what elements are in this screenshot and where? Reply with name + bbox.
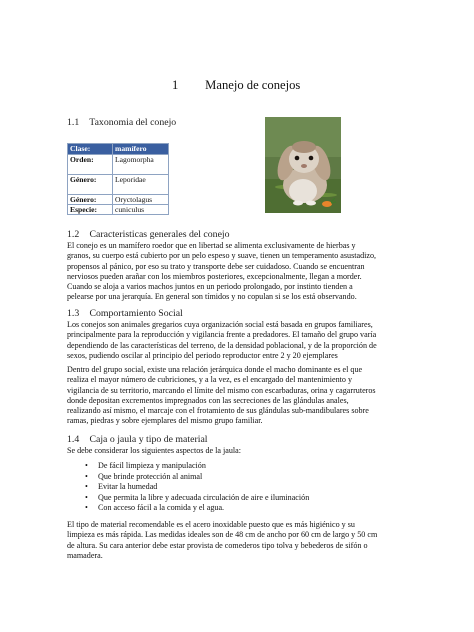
table-row bbox=[68, 195, 169, 205]
table-cell: Orden: bbox=[68, 155, 113, 175]
social-paragraph-1 bbox=[67, 320, 408, 361]
text-line: propensos al pánico, por eso su trato y transporte debe ser cuidadoso. Cuando se encuentran bbox=[67, 261, 365, 271]
text-line: Cuando se aloja a varios machos juntos en un periodo prolongado, por instinto tienden a bbox=[67, 282, 353, 292]
text-line: El conejo es un mamífero roedor que en libertad se alimenta exclusivamente de hierbas y bbox=[67, 241, 356, 250]
table-cell: Especie: bbox=[68, 205, 113, 215]
section-number: 1.2 bbox=[67, 229, 80, 240]
cage-material-paragraph bbox=[67, 520, 408, 561]
table-cell: cuniculus bbox=[113, 205, 169, 215]
list-item: • De fácil limpieza y manipulación bbox=[85, 461, 405, 472]
text-line: mamadera. bbox=[67, 550, 103, 560]
social-paragraph-2 bbox=[67, 365, 408, 427]
text-line: granos, su cuerpo está cubierto por un pelo espeso y suave, tienen un temperamento asustadizo, bbox=[67, 251, 377, 261]
table-cell: Oryctolagus bbox=[113, 195, 169, 205]
table-row bbox=[68, 155, 169, 175]
text-line: de altura. Su cara anterior debe estar provista de comederos tipo tolva y bebederos de sifón o bbox=[67, 540, 368, 550]
table-cell: Lagomorpha bbox=[113, 155, 169, 175]
document-title bbox=[172, 78, 300, 93]
section-heading-characteristics bbox=[67, 229, 230, 240]
section-title: Taxonomia del conejo bbox=[89, 117, 177, 128]
text-line: limpieza es más rápida. Las medidas ideales son de 48 cm de ancho por 60 cm de largo y 50 cm bbox=[67, 530, 378, 540]
table-row bbox=[68, 205, 169, 215]
taxonomy-table bbox=[67, 143, 169, 215]
rabbit-photo bbox=[265, 117, 341, 213]
text-line: Los conejos son animales gregarios cuya organización social está basada en grupos familiares, bbox=[67, 320, 373, 329]
title-number: 1 bbox=[172, 78, 179, 92]
list-item: • Evitar la humedad bbox=[85, 482, 405, 493]
section-number: 1.1 bbox=[67, 117, 80, 128]
text-line: dependiendo de las características del terreno, de la densidad poblacional, y de la proporción de bbox=[67, 340, 377, 350]
list-item: • Que brinde protección al animal bbox=[85, 472, 405, 483]
text-line: vigilancia de su territorio, marcando el límite del mismo con escarbaduras, orina y cagarruteros bbox=[67, 385, 376, 395]
text-line: donde depositan excrementos impregnados con las secreciones de las glándulas anales, bbox=[67, 395, 349, 405]
table-header-cell: Clase: bbox=[68, 144, 113, 155]
section-heading-cage bbox=[67, 434, 208, 445]
text-line: pelearse por una jerarquía. En general son tímidos y no copulan si se los está observando. bbox=[67, 292, 357, 302]
text-line: El tipo de material recomendable es el acero inoxidable puesto que es más higiénico y su bbox=[67, 520, 355, 529]
text-line: sexos, pudiendo oscilar al principio del periodo reproductor entre 2 y 20 ejemplares bbox=[67, 350, 338, 360]
text-line: realiza el mayor número de cubriciones, y a la vez, es el encargado del mantenimiento y bbox=[67, 375, 353, 385]
title-text: Manejo de conejos bbox=[205, 78, 301, 92]
section-heading-taxonomy bbox=[67, 117, 176, 128]
list-item: • Que permita la libre y adecuada circulación de aire e iluminación bbox=[85, 493, 405, 504]
cage-aspects-list bbox=[85, 461, 405, 514]
table-cell: Género: bbox=[68, 175, 113, 195]
text-line: nerviosos pueden arañar con los miembros posteriores, excepcionalmente, llegan a morder. bbox=[67, 271, 362, 281]
text-line: principalmente para la reproducción y vigilancia frente a predadores. El tamaño del grupo varía bbox=[67, 330, 377, 340]
section-title: Comportamiento Social bbox=[89, 308, 183, 319]
section-number: 1.3 bbox=[67, 308, 80, 319]
table-header-cell: mamífero bbox=[113, 144, 169, 155]
table-header-row bbox=[68, 144, 169, 155]
section-title: Caracteristicas generales del conejo bbox=[89, 229, 230, 240]
section-number: 1.4 bbox=[67, 434, 80, 445]
characteristics-paragraph bbox=[67, 241, 408, 303]
table-row bbox=[68, 175, 169, 195]
text-line: Dentro del grupo social, existe una relación jerárquica donde el macho dominante es el que bbox=[67, 365, 363, 374]
text-line: realizando así mismo, el marcaje con el frotamiento de sus glándulas sub-mandibulares sobre bbox=[67, 406, 369, 416]
table-cell: Leporidae bbox=[113, 175, 169, 195]
section-title: Caja o jaula y tipo de material bbox=[89, 434, 208, 445]
table-cell: Género: bbox=[68, 195, 113, 205]
section-heading-social bbox=[67, 308, 183, 319]
cage-intro: Se debe considerar los siguientes aspectos de la jaula: bbox=[67, 446, 241, 455]
text-line: ramas, piedras y sobre ejemplares del mismo grupo familiar. bbox=[67, 416, 263, 426]
list-item: • Con acceso fácil a la comida y el agua. bbox=[85, 503, 405, 514]
